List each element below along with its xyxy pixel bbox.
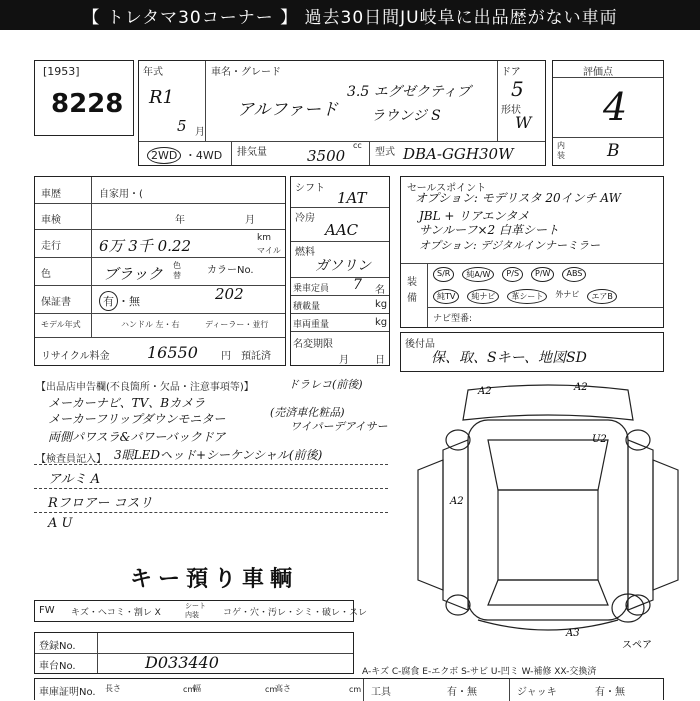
equip-ext-navi: 外ナビ <box>555 290 580 299</box>
weight-unit: kg <box>375 317 388 328</box>
spare-label: スペア <box>622 640 652 650</box>
accessories-value: 保、取、Sキー、地図SD <box>431 350 587 366</box>
inspection-label: 車検 <box>41 215 61 226</box>
top-banner <box>0 0 700 30</box>
damage-legend: A-キズ C-腐食 E-エクボ S-サビ U-凹ミ W-補修 XX-交換済 <box>362 667 597 677</box>
model-code-value: DBA-GGH30W <box>403 145 514 163</box>
chassis-label: 車台No. <box>39 661 76 672</box>
mileage-unit: km <box>257 233 271 243</box>
equip-pw: P/W <box>531 267 554 282</box>
shift-value: 1AT <box>337 189 367 207</box>
equip-airbag: エアB <box>587 289 617 304</box>
drive-options: 2WD ・4WD <box>147 147 222 164</box>
top-grid <box>138 60 546 166</box>
spec-box <box>290 176 390 366</box>
shape-label: 形状 <box>501 105 521 116</box>
sales-point-line-3: サンルーフ×2 白革シート <box>419 223 560 237</box>
displacement-value: 3500 <box>307 147 346 165</box>
year-month-unit: 月 <box>195 127 205 138</box>
load-label: 積載量 <box>293 302 321 312</box>
weight-label: 車両重量 <box>293 320 330 330</box>
fw-items: キズ・ヘコミ・割レ X <box>71 608 161 618</box>
model-year-label: モデル年式 <box>41 320 81 329</box>
inspector-label: 【検査員記入】 <box>36 454 106 465</box>
capacity-label: 乗車定員 <box>293 284 330 294</box>
capacity-value: 7 <box>353 277 362 293</box>
score-box <box>552 60 664 166</box>
seller-notes-line-1: メーカーナビ、TV、Bカメラ <box>48 396 206 410</box>
mileage-value: 6万 3千 0.22 <box>99 237 192 255</box>
seller-notes-label: 【出品店申告欄(不良箇所・欠品・注意事項等)】 <box>36 382 254 393</box>
displacement-unit: cc <box>353 141 362 150</box>
model-code-label: 型式 <box>375 147 395 158</box>
equip-navi: 純ナビ <box>467 289 499 304</box>
fuel-value: ガソリン <box>315 258 371 274</box>
cert-label: 車庫証明No. <box>39 687 96 698</box>
aircon-label: 冷房 <box>295 213 315 224</box>
model-grade-2: ラウンジ S <box>371 108 441 124</box>
sales-point-line-2: JBL + リアエンタメ <box>419 209 530 223</box>
model-grade-1: 3.5 エグゼクティブ <box>347 84 471 100</box>
long-label: 長さ <box>105 684 121 693</box>
registration-month: 月 <box>339 355 349 366</box>
equip-aw: 純A/W <box>462 267 494 282</box>
drive-selected: 2WD <box>147 147 181 164</box>
shift-label: シフト <box>295 183 325 194</box>
aircon-value: AAC <box>325 221 359 239</box>
history-label: 車歴 <box>41 189 61 200</box>
mileage-label: 走行 <box>41 241 61 252</box>
capacity-unit: 名 <box>375 285 385 296</box>
sales-box <box>400 176 664 328</box>
tools-value: 有・無 <box>447 687 477 698</box>
bottom-row <box>34 678 664 700</box>
registration-day: 日 <box>375 355 385 366</box>
displacement-label: 排気量 <box>237 147 267 158</box>
reg-box <box>34 632 354 674</box>
score-label: 評価点 <box>583 67 613 78</box>
mileage-unit2: マイル <box>257 246 281 255</box>
key-notice: キー預り車輌 <box>130 567 299 592</box>
interior-label: 内装 <box>557 141 565 160</box>
doors-label: ドア <box>501 67 521 78</box>
interior-value: B <box>607 141 620 161</box>
jack-value: 有・無 <box>595 687 625 698</box>
load-unit: kg <box>375 299 388 310</box>
model-label: 車名・グレード <box>211 67 281 78</box>
seller-notes-side-1: ドラレコ(前後) <box>288 378 363 391</box>
mark-a2-left: A2 <box>450 496 464 507</box>
warranty-value: 有 ・無 <box>99 291 140 311</box>
mark-a3-rear: A3 <box>566 628 580 639</box>
height-unit: cm <box>349 685 362 694</box>
color-value: ブラック <box>103 265 163 283</box>
lot-code: [1953] <box>43 65 80 78</box>
equipment-row-1 <box>433 267 586 282</box>
sales-point-line-1: オプション: モデリスタ 20インチ AW <box>415 191 621 205</box>
chassis-value: D033440 <box>145 653 219 672</box>
color-change-label: 色替 <box>173 261 181 280</box>
fw-seat-label: シート内装 <box>185 602 206 619</box>
color-label: 色 <box>41 269 51 280</box>
year-month: 5 <box>177 117 187 135</box>
year-label: 年式 <box>143 67 163 78</box>
equip-tv: 純TV <box>433 289 459 304</box>
mark-u2-right: U2 <box>592 434 607 445</box>
height-label: 高さ <box>275 684 291 693</box>
handle-label: ハンドル 左・右 <box>121 320 180 329</box>
sales-point-line-4: オプション: デジタルインナーミラー <box>419 239 601 252</box>
model-name: アルファード <box>237 100 338 120</box>
details-box <box>34 176 286 366</box>
recycle-status: 預託済 <box>241 351 271 362</box>
accessories-label: 後付品 <box>405 339 435 350</box>
equip-ps: P/S <box>502 267 523 282</box>
reg-label: 登録No. <box>39 641 76 652</box>
width-unit: cm <box>265 685 278 694</box>
seller-notes <box>34 374 388 534</box>
navi-model-label: ナビ型番: <box>433 314 473 324</box>
recycle-label: リサイクル料金 <box>41 351 110 362</box>
warranty-selected: 有 <box>99 291 118 311</box>
registration-label: 名変期限 <box>293 339 333 350</box>
fw-label: FW <box>39 605 55 616</box>
inspector-line-1: アルミ A <box>48 472 101 487</box>
mark-a2-front-right: A2 <box>574 382 588 393</box>
jack-label: ジャッキ <box>517 687 557 698</box>
doors-value: 5 <box>511 77 524 101</box>
damage-diagram <box>398 380 698 650</box>
equip-sr: S/R <box>433 267 454 282</box>
inspection-month: 月 <box>245 215 255 226</box>
year-era: R1 <box>149 87 175 108</box>
equipment-label: 装備 <box>407 277 417 304</box>
width-label: 幅 <box>193 684 201 693</box>
color-no: 202 <box>215 285 244 303</box>
seller-notes-line-2: メーカーフリップダウンモニター <box>48 412 226 426</box>
score-value: 4 <box>603 85 628 129</box>
mark-a2-front-left: A2 <box>478 386 492 397</box>
fw-row <box>34 600 368 622</box>
dealer-label: ディーラー・並行 <box>205 320 269 329</box>
sales-point-label: セールスポイント <box>407 183 487 194</box>
inspector-line-3: A U <box>48 516 73 531</box>
inspector-line-2: Rフロアー コスリ <box>48 496 153 511</box>
banner-text: 【 トレタマ30コーナー 】 過去30日間JU岐阜に出品歴がない車両 <box>82 7 618 28</box>
seller-notes-line-3: 両側パワスラ&パワーバックドア <box>48 430 226 444</box>
tools-label: 工具 <box>371 687 391 698</box>
recycle-value: 16550 <box>147 343 198 362</box>
equip-leather: 革シート <box>507 289 547 304</box>
shape-value: W <box>515 113 532 132</box>
long-unit: cm <box>183 685 196 694</box>
fuel-label: 燃料 <box>295 247 315 258</box>
recycle-unit: 円 <box>221 351 231 362</box>
seller-notes-side-2: (売済車化粧品) <box>270 406 345 419</box>
history-value: 自家用・( <box>99 189 143 200</box>
warranty-label: 保証書 <box>41 297 71 308</box>
fw-seat-items: コゲ・穴・汚レ・シミ・破レ・スレ <box>223 608 368 618</box>
color-no-label: カラーNo. <box>207 265 254 276</box>
equipment-row-2 <box>433 289 617 304</box>
seller-notes-side-3: ワイパーデアイサー <box>290 420 388 433</box>
lot-box <box>34 60 134 136</box>
accessories-box <box>400 332 664 372</box>
equip-abs: ABS <box>562 267 586 282</box>
seller-notes-line-4: 3眼LEDヘッド+シーケンシャル(前後) <box>114 448 323 462</box>
lot-number: 8228 <box>51 89 124 119</box>
inspection-year: 年 <box>175 215 185 226</box>
